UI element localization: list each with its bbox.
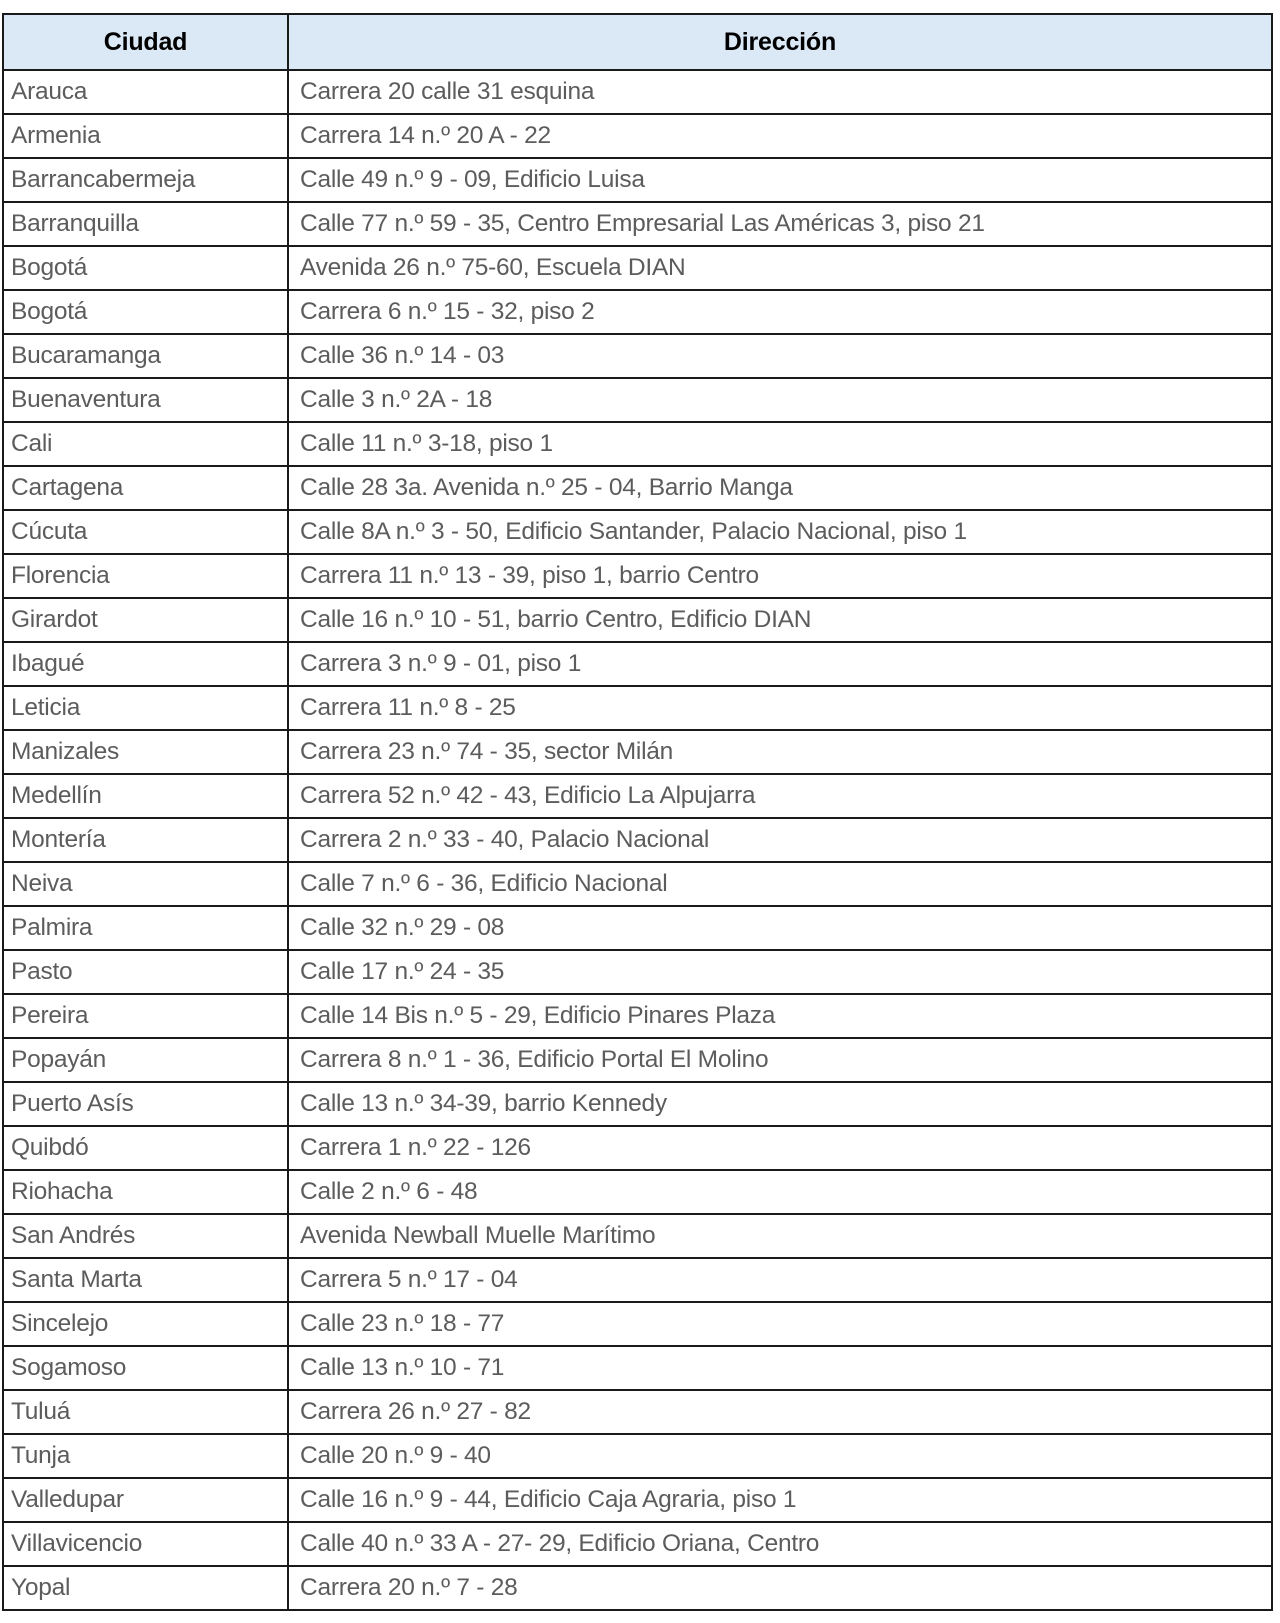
cell-address: Carrera 20 n.º 7 - 28 (288, 1566, 1272, 1610)
cell-address: Carrera 8 n.º 1 - 36, Edificio Portal El Molino (288, 1038, 1272, 1082)
city-address-table (2, 13, 1273, 1611)
cell-address: Calle 28 3a. Avenida n.º 25 - 04, Barrio Manga (288, 466, 1272, 510)
cell-address: Calle 11 n.º 3-18, piso 1 (288, 422, 1272, 466)
table-header (3, 14, 1272, 70)
cell-city: Pasto (3, 950, 288, 994)
cell-address: Carrera 1 n.º 22 - 126 (288, 1126, 1272, 1170)
cell-city: Barrancabermeja (3, 158, 288, 202)
cell-address: Calle 3 n.º 2A - 18 (288, 378, 1272, 422)
table-row (3, 642, 1272, 686)
table-row (3, 1258, 1272, 1302)
cell-address: Calle 77 n.º 59 - 35, Centro Empresarial Las Américas 3, piso 21 (288, 202, 1272, 246)
cell-address: Carrera 2 n.º 33 - 40, Palacio Nacional (288, 818, 1272, 862)
cell-address: Calle 32 n.º 29 - 08 (288, 906, 1272, 950)
table-row (3, 1434, 1272, 1478)
table-row (3, 862, 1272, 906)
column-header-direccion: Dirección (288, 14, 1272, 70)
table-row (3, 1566, 1272, 1610)
table-row (3, 1214, 1272, 1258)
cell-address: Calle 40 n.º 33 A - 27- 29, Edificio Oriana, Centro (288, 1522, 1272, 1566)
cell-address: Carrera 23 n.º 74 - 35, sector Milán (288, 730, 1272, 774)
cell-address: Calle 16 n.º 10 - 51, barrio Centro, Edificio DIAN (288, 598, 1272, 642)
table-row (3, 1170, 1272, 1214)
table-row (3, 1126, 1272, 1170)
cell-city: Quibdó (3, 1126, 288, 1170)
table-row (3, 466, 1272, 510)
cell-city: Medellín (3, 774, 288, 818)
table-row (3, 598, 1272, 642)
cell-city: Manizales (3, 730, 288, 774)
table-row (3, 994, 1272, 1038)
cell-address: Carrera 6 n.º 15 - 32, piso 2 (288, 290, 1272, 334)
cell-city: Cúcuta (3, 510, 288, 554)
cell-city: Cartagena (3, 466, 288, 510)
table-row (3, 774, 1272, 818)
cell-city: Tunja (3, 1434, 288, 1478)
cell-city: Bucaramanga (3, 334, 288, 378)
cell-address: Carrera 11 n.º 8 - 25 (288, 686, 1272, 730)
cell-address: Avenida 26 n.º 75-60, Escuela DIAN (288, 246, 1272, 290)
table-row (3, 950, 1272, 994)
cell-address: Calle 49 n.º 9 - 09, Edificio Luisa (288, 158, 1272, 202)
cell-address: Calle 17 n.º 24 - 35 (288, 950, 1272, 994)
cell-city: Santa Marta (3, 1258, 288, 1302)
cell-city: Pereira (3, 994, 288, 1038)
table-row (3, 290, 1272, 334)
table-row (3, 554, 1272, 598)
address-table-container (2, 13, 1271, 1611)
cell-address: Calle 23 n.º 18 - 77 (288, 1302, 1272, 1346)
cell-city: Neiva (3, 862, 288, 906)
cell-address: Calle 20 n.º 9 - 40 (288, 1434, 1272, 1478)
cell-city: Sogamoso (3, 1346, 288, 1390)
cell-address: Calle 14 Bis n.º 5 - 29, Edificio Pinares Plaza (288, 994, 1272, 1038)
cell-address: Calle 13 n.º 10 - 71 (288, 1346, 1272, 1390)
cell-address: Calle 13 n.º 34-39, barrio Kennedy (288, 1082, 1272, 1126)
table-body (3, 70, 1272, 1610)
table-row (3, 1082, 1272, 1126)
table-row (3, 1390, 1272, 1434)
table-row (3, 1478, 1272, 1522)
table-row (3, 1302, 1272, 1346)
table-row (3, 510, 1272, 554)
cell-address: Carrera 26 n.º 27 - 82 (288, 1390, 1272, 1434)
cell-address: Carrera 11 n.º 13 - 39, piso 1, barrio Centro (288, 554, 1272, 598)
cell-address: Avenida Newball Muelle Marítimo (288, 1214, 1272, 1258)
cell-city: Popayán (3, 1038, 288, 1082)
cell-address: Calle 16 n.º 9 - 44, Edificio Caja Agraria, piso 1 (288, 1478, 1272, 1522)
cell-city: Ibagué (3, 642, 288, 686)
table-header-row (3, 14, 1272, 70)
table-row (3, 70, 1272, 114)
table-row (3, 730, 1272, 774)
cell-city: Tuluá (3, 1390, 288, 1434)
cell-city: Valledupar (3, 1478, 288, 1522)
cell-city: Puerto Asís (3, 1082, 288, 1126)
cell-city: Sincelejo (3, 1302, 288, 1346)
cell-address: Carrera 3 n.º 9 - 01, piso 1 (288, 642, 1272, 686)
table-row (3, 818, 1272, 862)
table-row (3, 202, 1272, 246)
cell-address: Carrera 14 n.º 20 A - 22 (288, 114, 1272, 158)
cell-city: Girardot (3, 598, 288, 642)
cell-city: Riohacha (3, 1170, 288, 1214)
cell-address: Carrera 5 n.º 17 - 04 (288, 1258, 1272, 1302)
cell-address: Calle 8A n.º 3 - 50, Edificio Santander, Palacio Nacional, piso 1 (288, 510, 1272, 554)
cell-address: Calle 2 n.º 6 - 48 (288, 1170, 1272, 1214)
cell-city: Cali (3, 422, 288, 466)
table-row (3, 1038, 1272, 1082)
table-row (3, 422, 1272, 466)
cell-city: Buenaventura (3, 378, 288, 422)
cell-city: Florencia (3, 554, 288, 598)
cell-city: Bogotá (3, 246, 288, 290)
cell-city: Villavicencio (3, 1522, 288, 1566)
cell-city: Leticia (3, 686, 288, 730)
cell-city: Armenia (3, 114, 288, 158)
column-header-ciudad: Ciudad (3, 14, 288, 70)
cell-city: Palmira (3, 906, 288, 950)
table-row (3, 686, 1272, 730)
cell-city: San Andrés (3, 1214, 288, 1258)
table-row (3, 114, 1272, 158)
cell-city: Montería (3, 818, 288, 862)
table-row (3, 1346, 1272, 1390)
table-row (3, 906, 1272, 950)
table-row (3, 246, 1272, 290)
cell-address: Carrera 20 calle 31 esquina (288, 70, 1272, 114)
table-row (3, 1522, 1272, 1566)
table-row (3, 378, 1272, 422)
cell-city: Bogotá (3, 290, 288, 334)
cell-city: Barranquilla (3, 202, 288, 246)
table-row (3, 334, 1272, 378)
cell-city: Arauca (3, 70, 288, 114)
cell-address: Calle 7 n.º 6 - 36, Edificio Nacional (288, 862, 1272, 906)
cell-address: Calle 36 n.º 14 - 03 (288, 334, 1272, 378)
cell-city: Yopal (3, 1566, 288, 1610)
table-row (3, 158, 1272, 202)
cell-address: Carrera 52 n.º 42 - 43, Edificio La Alpujarra (288, 774, 1272, 818)
